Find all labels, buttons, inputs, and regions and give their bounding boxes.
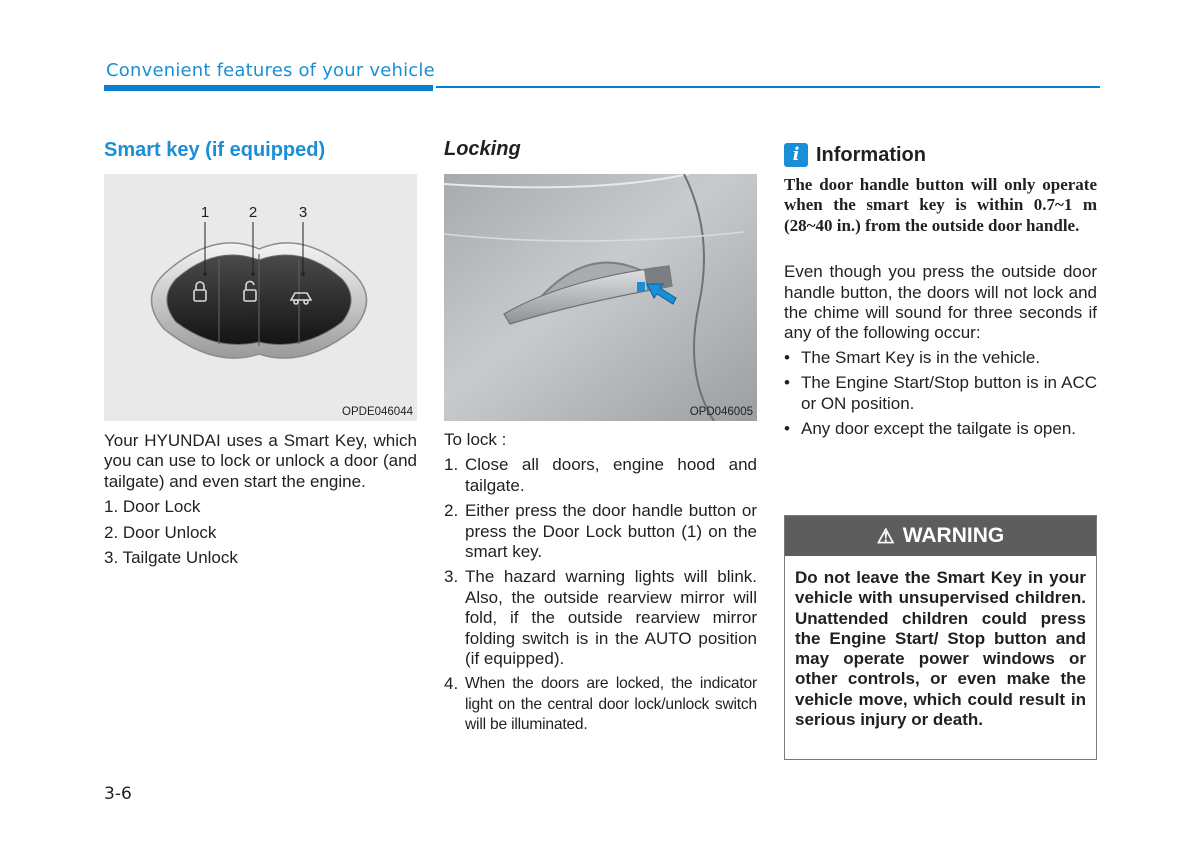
list-item xyxy=(784,419,1097,439)
list-item xyxy=(444,501,757,562)
bullet-text: The Smart Key is in the vehicle. xyxy=(801,347,1041,367)
step-number: 2. xyxy=(444,501,459,521)
door-handle-illustration xyxy=(444,174,757,421)
information-title: Information xyxy=(816,143,926,166)
bullet-icon: • xyxy=(784,419,790,439)
step-number: 4. xyxy=(444,674,459,694)
step-text: The hazard warning lights will blink. Also, the outside rearview mirror will fold, if the outside rearview mirror folding switch is in the AUTO position (if equipped). xyxy=(465,567,757,669)
door-handle-figure xyxy=(444,174,757,421)
smart-key-column xyxy=(104,136,417,573)
locking-column xyxy=(444,136,757,741)
bullet-text: The Engine Start/Stop button is in ACC or ON position. xyxy=(801,373,1097,413)
callout-label-3: 3 xyxy=(298,204,308,221)
information-bullets xyxy=(784,348,1097,440)
list-item: 2. Door Unlock xyxy=(104,522,217,542)
bullet-text: Any door except the tailgate is open. xyxy=(801,419,1077,439)
smart-key-button-list xyxy=(104,497,417,568)
locking-steps xyxy=(444,455,757,735)
list-item xyxy=(444,674,757,735)
warning-header xyxy=(785,516,1096,556)
warning-title: WARNING xyxy=(902,524,1005,547)
header-rule-thin xyxy=(436,86,1100,88)
list-item xyxy=(444,567,757,669)
callout-label-1: 1 xyxy=(200,204,210,221)
warning-triangle-icon: ⚠ xyxy=(876,525,895,548)
list-item: 1. Door Lock xyxy=(104,497,201,517)
locking-title: Locking xyxy=(444,138,521,160)
info-icon: i xyxy=(784,143,808,167)
list-item xyxy=(784,348,1097,368)
page-number: 3-6 xyxy=(104,784,132,804)
smart-key-figure xyxy=(104,174,417,421)
bullet-icon: • xyxy=(784,373,790,393)
step-text: When the doors are locked, the indicator light on the central door lock/unlock switch will be illuminated. xyxy=(465,675,757,734)
figure-code: OPDE046044 xyxy=(342,406,413,418)
warning-box xyxy=(784,515,1097,760)
section-header-title: Convenient features of your vehicle xyxy=(106,60,435,81)
step-number: 1. xyxy=(444,455,459,475)
information-note: The door handle button will only operate when the smart key is within 0.7~1 m (28~40 in.) from the outside door handle. xyxy=(784,175,1097,235)
information-heading xyxy=(784,140,1097,170)
list-item xyxy=(784,373,1097,414)
information-column xyxy=(784,140,1097,444)
step-text: Close all doors, engine hood and tailgate. xyxy=(465,455,757,495)
callout-label-2: 2 xyxy=(248,204,258,221)
list-item: 3. Tailgate Unlock xyxy=(104,548,238,568)
warning-text: Do not leave the Smart Key in your vehicle with unsupervised children. Unattended children could press the Engine Start/ Stop button and may operate power windows or other controls, or even make the vehicle move, which could result in serious injury or death. xyxy=(795,568,1086,730)
smart-key-title: Smart key (if equipped) xyxy=(104,139,326,161)
locking-intro: To lock : xyxy=(444,430,507,449)
smart-key-intro: Your HYUNDAI uses a Smart Key, which you can use to lock or unlock a door (and tailgate) and even start the engine. xyxy=(104,431,417,491)
bullet-icon: • xyxy=(784,347,790,367)
header-rule-thick xyxy=(104,85,433,91)
figure-code: OPD046005 xyxy=(689,406,753,418)
step-number: 3. xyxy=(444,567,459,587)
smart-key-illustration xyxy=(104,174,417,421)
list-item xyxy=(444,455,757,496)
step-text: Either press the door handle button or press the Door Lock button (1) on the smart key. xyxy=(465,501,757,562)
information-body: Even though you press the outside door handle button, the doors will not lock and the chime will sound for three seconds if any of the following occur: xyxy=(784,262,1097,343)
